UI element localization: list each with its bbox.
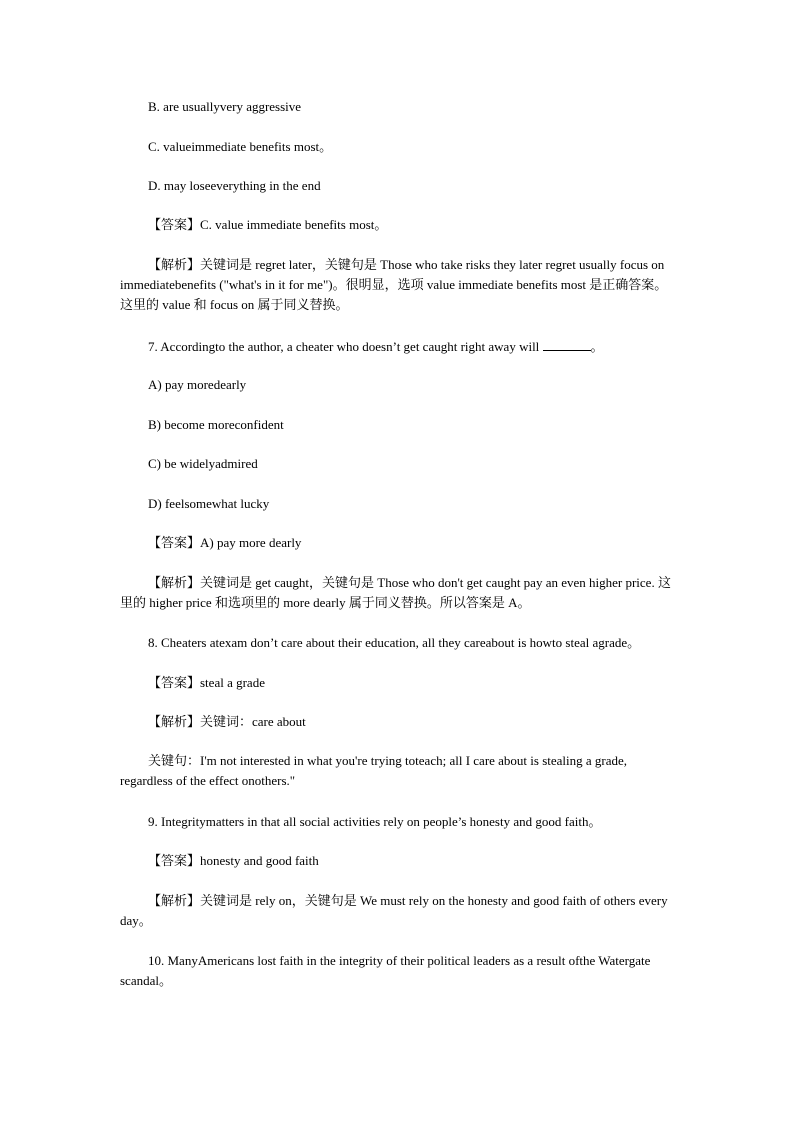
question-7 <box>120 337 680 357</box>
answer-6: 【答案】C. value immediate benefits most。 <box>148 217 388 232</box>
analysis-8: 【解析】关键词：care about <box>148 714 306 729</box>
answer-8: 【答案】steal a grade <box>148 675 265 690</box>
keysentence-8: 关键句：I'm not interested in what you're trying toteach; all I care about is stealing a grade, regardless of the effect onothers." <box>120 753 628 788</box>
question-10: 10. ManyAmericans lost faith in the integrity of their political leaders as a result ofthe Watergate scandal。 <box>120 953 651 988</box>
option-7c: C) be widelyadmired <box>148 456 258 471</box>
option-7a: A) pay moredearly <box>148 377 247 392</box>
answer-9: 【答案】honesty and good faith <box>148 853 319 868</box>
question-7-suffix: 。 <box>590 339 604 354</box>
option-d: D. may loseeverything in the end <box>148 178 321 193</box>
option-7b: B) become moreconfident <box>148 417 284 432</box>
answer-blank <box>543 338 591 351</box>
question-7-text: 7. Accordingto the author, a cheater who doesn’t get caught right away will <box>148 339 543 354</box>
option-c: C. valueimmediate benefits most。 <box>148 139 333 154</box>
option-7d: D) feelsomewhat lucky <box>148 496 270 511</box>
analysis-7: 【解析】关键词是 get caught，关键句是 Those who don't get caught pay an even higher price. 这里的 higher price 和选项里的 more dearly 属于同义替换。所以答案是 A。 <box>120 575 671 610</box>
answer-7: 【答案】A) pay more dearly <box>148 535 302 550</box>
question-9: 9. Integritymatters in that all social activities rely on people’s honesty and good faith。 <box>148 814 602 829</box>
question-8: 8. Cheaters atexam don’t care about their education, all they careabout is howto steal agrade。 <box>148 635 641 650</box>
analysis-9: 【解析】关键词是 rely on，关键句是 We must rely on the honesty and good faith of others every day。 <box>120 893 668 928</box>
option-b: B. are usuallyvery aggressive <box>148 99 302 114</box>
analysis-6: 【解析】关键词是 regret later，关键句是 Those who take risks they later regret usually focus on immediatebenefits ("what's in it for me")。很明显，选项 value immediate benefits most 是正确答案。这里的 value 和 focus on 属于同义替换。 <box>120 257 668 312</box>
